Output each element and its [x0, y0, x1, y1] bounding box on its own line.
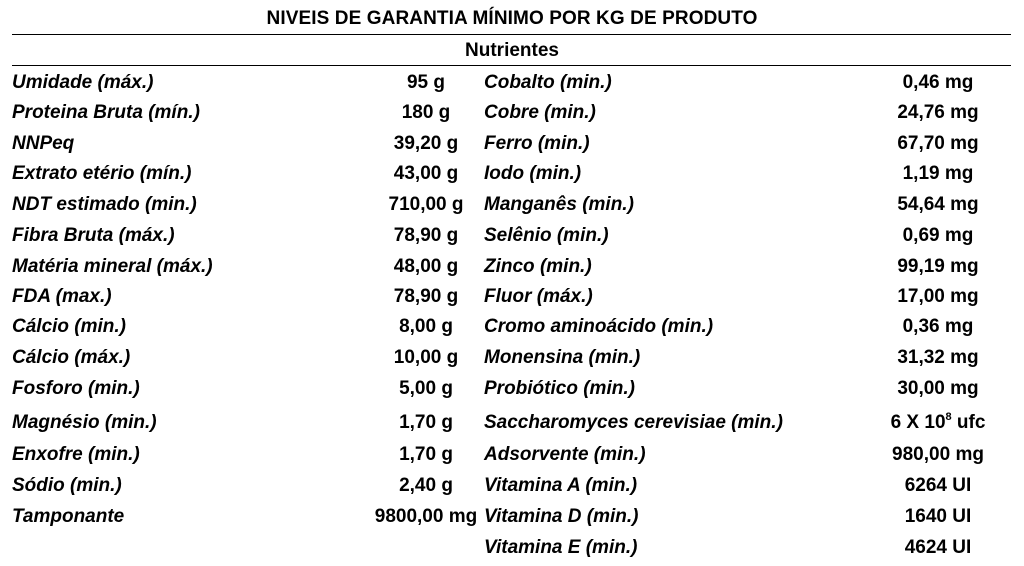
nutrient-value: 6264 UI — [904, 475, 972, 496]
nutrient-name: Vitamina D (min.) — [484, 506, 639, 527]
nutrient-name: Proteina Bruta (mín.) — [12, 102, 200, 123]
nutrient-name: Matéria mineral (máx.) — [12, 256, 213, 277]
value-base: 6 X 10 — [890, 412, 946, 433]
nutrient-value: 10,00 g — [393, 347, 459, 368]
nutrient-name: Fosforo (min.) — [12, 378, 140, 399]
table-row — [0, 473, 1024, 499]
section-title: Nutrientes — [465, 40, 559, 61]
nutrient-name: Cobre (min.) — [484, 102, 596, 123]
nutrient-name: Iodo (min.) — [484, 163, 582, 184]
nutrient-name: NNPeq — [12, 133, 75, 154]
nutrient-value: 48,00 g — [393, 256, 459, 277]
nutrient-value: 1,19 mg — [902, 163, 974, 184]
nutrient-name: Fluor (máx.) — [484, 286, 593, 307]
nutrient-value: 0,36 mg — [902, 316, 974, 337]
table-row — [0, 345, 1024, 371]
document-title: NIVEIS DE GARANTIA MÍNIMO POR KG DE PRODUTO — [266, 8, 758, 29]
nutrient-name: Probiótico (min.) — [484, 378, 635, 399]
nutrient-value: 78,90 g — [393, 225, 459, 246]
nutrient-value: 99,19 mg — [897, 256, 979, 277]
nutrient-value: 39,20 g — [393, 133, 459, 154]
table-row — [0, 131, 1024, 157]
table-row — [0, 535, 1024, 561]
nutrient-name: Tamponante — [12, 506, 125, 527]
nutrient-name: Cromo aminoácido (min.) — [484, 316, 714, 337]
nutrient-name: Umidade (máx.) — [12, 72, 154, 93]
nutrient-value: 95 g — [406, 72, 446, 93]
nutrient-name: Magnésio (min.) — [12, 412, 157, 433]
table-row — [0, 442, 1024, 468]
nutrient-value: 5,00 g — [399, 378, 453, 399]
value-exponent: 8 — [945, 411, 952, 423]
nutrient-name: Monensina (min.) — [484, 347, 641, 368]
nutrient-name: Extrato etério (mín.) — [12, 163, 192, 184]
nutrient-value: 54,64 mg — [897, 194, 979, 215]
nutrient-value: 1640 UI — [904, 506, 972, 527]
nutrient-name: Enxofre (min.) — [12, 444, 140, 465]
nutrient-name: Adsorvente (min.) — [484, 444, 646, 465]
nutrient-name: NDT estimado (min.) — [12, 194, 197, 215]
table-row — [0, 223, 1024, 249]
nutrient-value: 8,00 g — [399, 316, 453, 337]
table-row — [0, 70, 1024, 96]
nutrient-name: Zinco (min.) — [484, 256, 592, 277]
nutrient-name: Cálcio (máx.) — [12, 347, 131, 368]
table-row — [0, 314, 1024, 340]
table-row — [0, 376, 1024, 402]
nutrient-value: 710,00 g — [388, 194, 464, 215]
nutrient-name: Vitamina A (min.) — [484, 475, 638, 496]
nutrient-name: Manganês (min.) — [484, 194, 634, 215]
nutrient-value: 17,00 mg — [897, 286, 979, 307]
nutrient-name: Cálcio (min.) — [12, 316, 127, 337]
nutrient-value: 1,70 g — [399, 444, 453, 465]
nutrient-name: Vitamina E (min.) — [484, 537, 638, 558]
nutrient-value: 180 g — [401, 102, 451, 123]
table-row — [0, 410, 1024, 436]
table-row — [0, 284, 1024, 310]
nutrient-value: 4624 UI — [904, 537, 972, 558]
nutrient-value: 980,00 mg — [892, 444, 984, 465]
nutrient-value — [818, 410, 1024, 436]
nutrient-name: Fibra Bruta (máx.) — [12, 225, 175, 246]
nutrient-value: 0,69 mg — [902, 225, 974, 246]
nutrient-value: 30,00 mg — [897, 378, 979, 399]
nutrient-value: 67,70 mg — [897, 133, 979, 154]
nutrient-value: 1,70 g — [399, 412, 453, 433]
table-row — [0, 254, 1024, 280]
value-unit: ufc — [951, 412, 986, 433]
nutrient-name: FDA (max.) — [12, 286, 112, 307]
nutrient-name: Sódio (min.) — [12, 475, 122, 496]
nutrient-name: Ferro (min.) — [484, 133, 590, 154]
nutrient-value: 24,76 mg — [897, 102, 979, 123]
nutrient-value: 9800,00 mg — [374, 506, 478, 527]
nutrient-name: Saccharomyces cerevisiae (min.) — [484, 412, 783, 433]
nutrient-name: Cobalto (min.) — [484, 72, 612, 93]
table-row — [0, 161, 1024, 187]
nutrient-value: 78,90 g — [393, 286, 459, 307]
nutrient-value: 31,32 mg — [897, 347, 979, 368]
section-rule — [12, 65, 1011, 66]
nutrient-value: 0,46 mg — [902, 72, 974, 93]
table-row — [0, 504, 1024, 530]
nutrient-value: 2,40 g — [399, 475, 453, 496]
top-rule — [12, 34, 1011, 35]
table-row — [0, 192, 1024, 218]
nutrient-value: 43,00 g — [393, 163, 459, 184]
table-row — [0, 100, 1024, 126]
nutrient-name: Selênio (min.) — [484, 225, 609, 246]
